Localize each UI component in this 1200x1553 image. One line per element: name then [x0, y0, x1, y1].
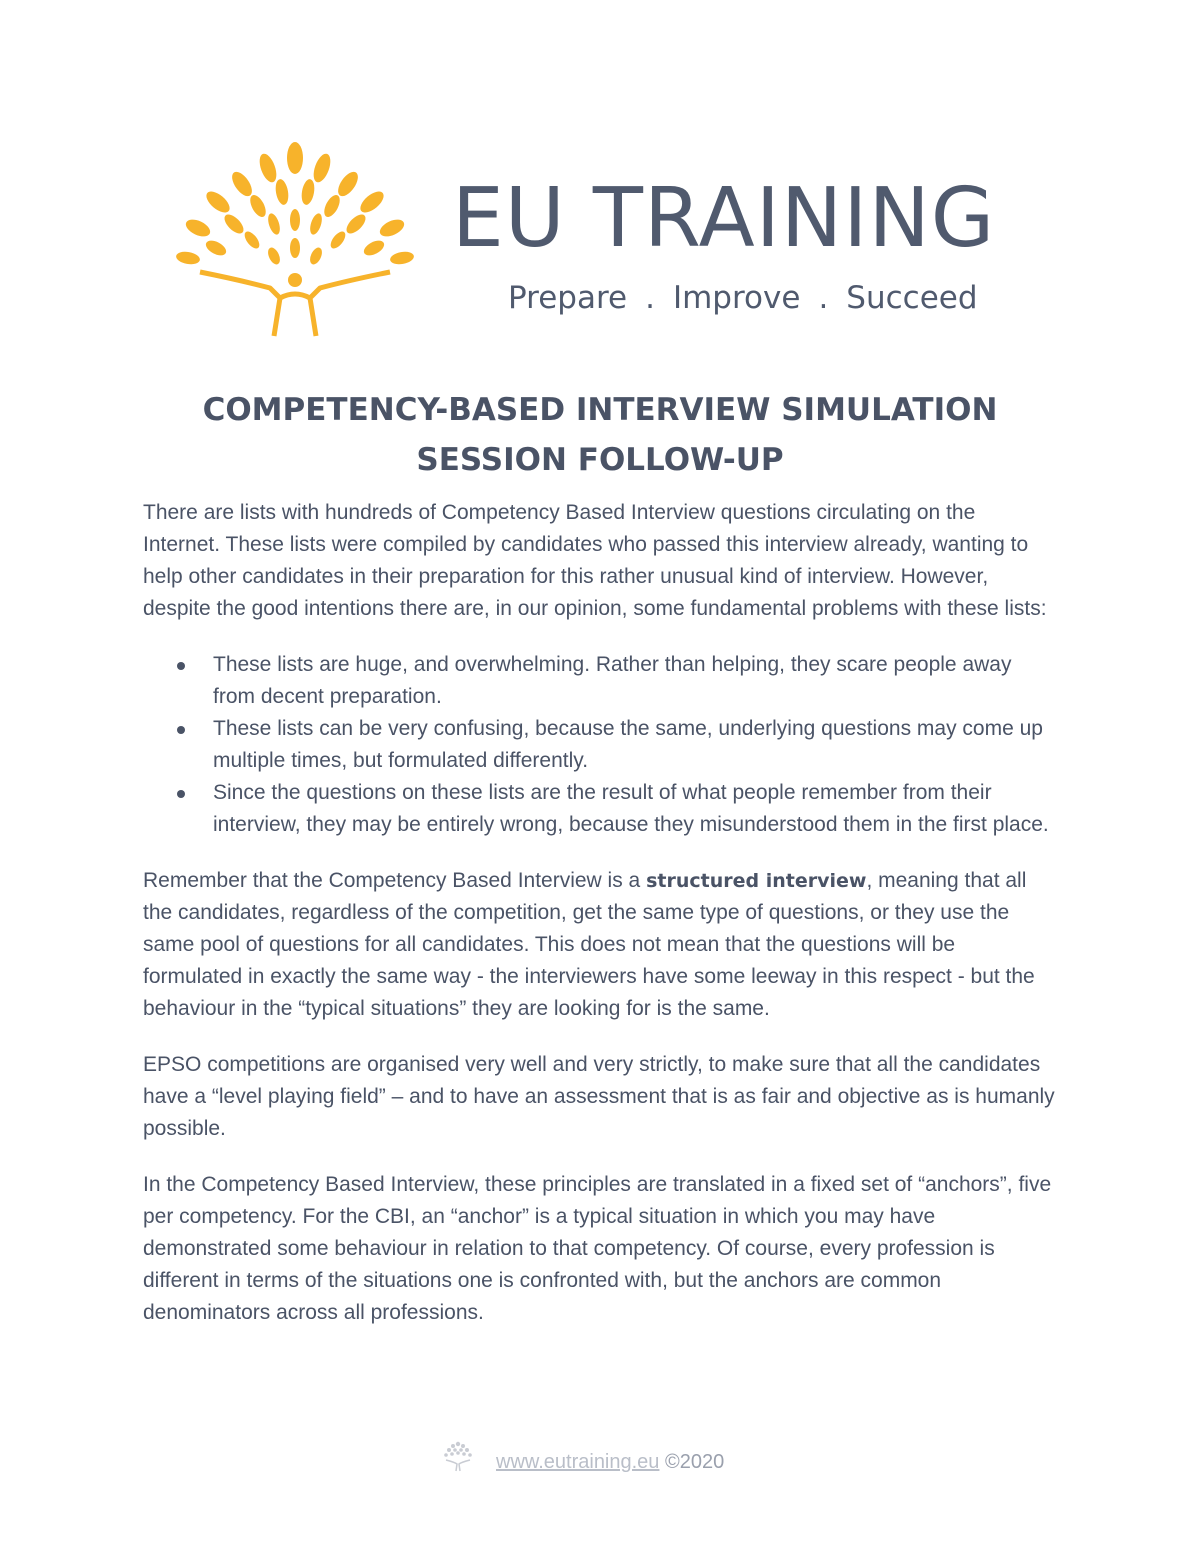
structured-interview-paragraph — [143, 865, 1058, 1025]
tagline-separator: . — [645, 280, 655, 316]
tree-icon — [440, 1438, 476, 1474]
footer-text — [496, 1451, 724, 1474]
title-line-1: COMPETENCY-BASED INTERVIEW SIMULATION — [202, 392, 998, 428]
anchors-paragraph: In the Competency Based Interview, these principles are translated in a fixed set of “anchors”, five per competency. For the CBI, an “anchor” is a typical situation in which you may have demonstrated some behaviour in relation to that competency. Of course, every profession is different in terms of the situations one is confronted with, but the anchors are common denominators across all professions. — [143, 1173, 1052, 1324]
page-footer — [0, 1438, 1200, 1478]
paragraph-text: Remember that the Competency Based Interview is a — [143, 869, 647, 892]
tagline — [508, 280, 978, 316]
paragraph-text: , meaning that all the candidates, regardless of the competition, get the same type of questions, or they use the same pool of questions for all candidates. This does not mean that the questions will be formulated in exactly the same way - the interviewers have some leeway in this respect - but the behaviour in the “typical situations” they are looking for is the same. — [143, 869, 1035, 1020]
list-item: Since the questions on these lists are the result of what people remember from their interview, they may be entirely wrong, because they misunderstood them in the first place. — [213, 777, 1058, 841]
epso-paragraph: EPSO competitions are organised very well and very strictly, to make sure that all the candidates have a “level playing field” – and to have an assessment that is as fair and objective as is humanly possible. — [143, 1053, 1055, 1140]
bold-term: structured interview — [646, 870, 867, 892]
brand-name: EU TRAINING — [452, 171, 996, 266]
tagline-word-prepare: Prepare — [508, 280, 628, 316]
tree-person-icon — [170, 140, 420, 340]
problems-list — [143, 649, 1058, 841]
list-item: These lists are huge, and overwhelming. Rather than helping, they scare people away from decent preparation. — [213, 649, 1058, 713]
document-body — [143, 497, 1058, 1353]
list-item: These lists can be very confusing, because the same, underlying questions may come up multiple times, but formulated differently. — [213, 713, 1058, 777]
copyright: ©2020 — [665, 1451, 725, 1473]
tagline-word-succeed: Succeed — [846, 280, 978, 316]
title-line-2: SESSION FOLLOW-UP — [416, 442, 784, 478]
page-header — [170, 140, 1030, 350]
document-title — [100, 385, 1100, 485]
tagline-separator: . — [818, 280, 829, 316]
intro-paragraph: There are lists with hundreds of Competency Based Interview questions circulating on the Internet. These lists were compiled by candidates who passed this interview already, wanting to help other candidates in their preparation for this rather unusual kind of interview. However, despite the good intentions there are, in our opinion, some fundamental problems with these lists: — [143, 501, 1047, 620]
website-link[interactable]: www.eutraining.eu — [496, 1451, 660, 1473]
tagline-word-improve: Improve — [672, 280, 801, 316]
